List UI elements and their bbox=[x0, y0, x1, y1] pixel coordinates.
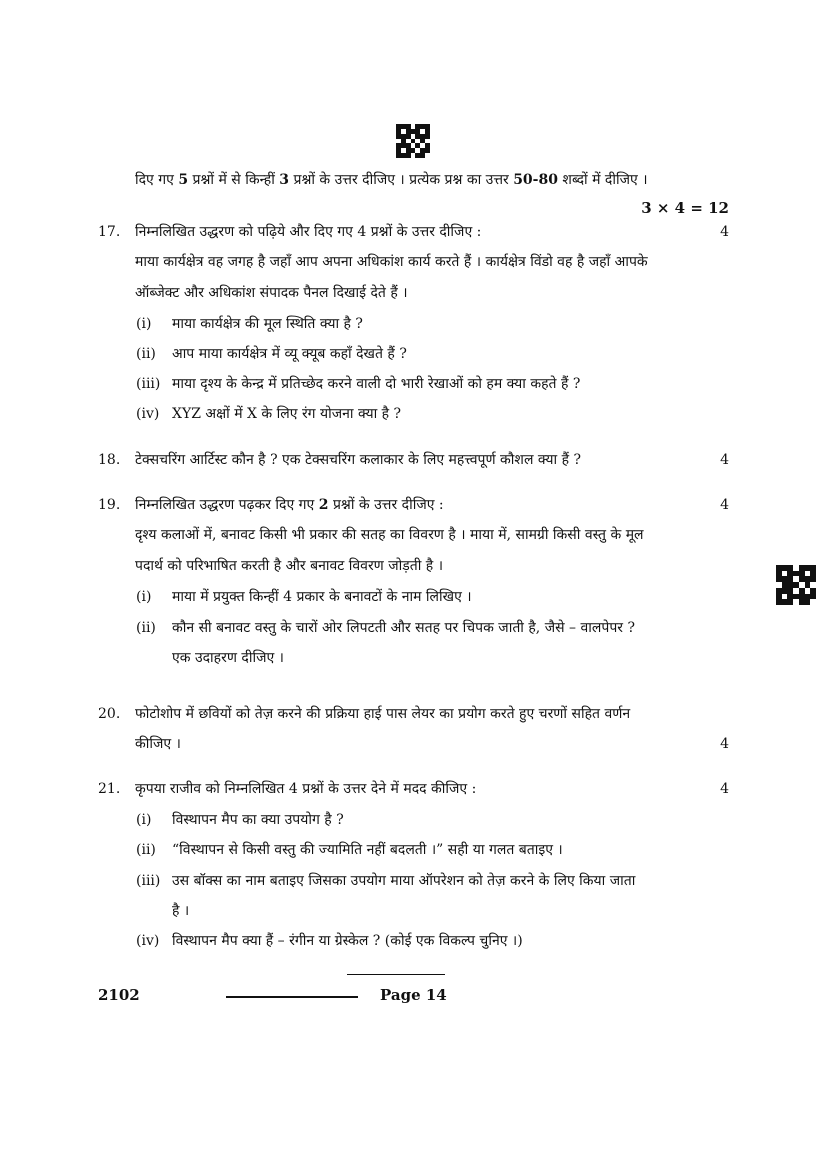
subquestion-text: आप माया कार्यक्षेत्र में व्यू क्यूब कहाँ देखते हैं ? bbox=[172, 346, 407, 362]
subquestion-text: माया दृश्य के केन्द्र में प्रतिच्छेद करने वाली दो भारी रेखाओं को हम क्या कहते हैं ? bbox=[172, 376, 581, 392]
question-marks: 4 bbox=[720, 736, 729, 752]
footer-divider bbox=[347, 974, 445, 975]
passage-line: माया कार्यक्षेत्र वह जगह है जहाँ आप अपना अधिकांश कार्य करते हैं । कार्यक्षेत्र विंडो वह है जहाँ आपके bbox=[135, 254, 648, 270]
question-marks: 4 bbox=[720, 224, 729, 240]
subquestion-text: माया कार्यक्षेत्र की मूल स्थिति क्या है ? bbox=[172, 316, 363, 332]
subquestion-text: विस्थापन मैप क्या हैं – रंगीन या ग्रेस्केल ? (कोई एक विकल्प चुनिए ।) bbox=[172, 933, 523, 949]
subquestion-text: कौन सी बनावट वस्तु के चारों ओर लिपटती और सतह पर चिपक जाती है, जैसे – वालपेपर ? bbox=[172, 620, 635, 636]
subquestion-text: विस्थापन मैप का क्या उपयोग है ? bbox=[172, 812, 344, 828]
question-count: 2 bbox=[318, 497, 329, 513]
subquestion-text: XYZ अक्षों में X के लिए रंग योजना क्या है ? bbox=[172, 406, 402, 422]
subquestion-text: उस बॉक्स का नाम बताइए जिसका उपयोग माया ऑपरेशन को तेज़ करने के लिए किया जाता bbox=[172, 873, 636, 889]
question-text bbox=[135, 495, 444, 515]
subquestion-number: (ii) bbox=[136, 346, 156, 362]
subquestion-number: (iv) bbox=[136, 406, 160, 422]
question-number: 20. bbox=[98, 706, 121, 722]
question-marks: 4 bbox=[720, 452, 729, 468]
subquestion-number: (i) bbox=[136, 589, 152, 605]
section-instruction bbox=[135, 170, 648, 190]
question-text: कृपया राजीव को निम्नलिखित 4 प्रश्नों के उत्तर देने में मदद कीजिए : bbox=[135, 781, 477, 797]
page-number: Page 14 bbox=[380, 986, 447, 1004]
subquestion-number: (ii) bbox=[136, 842, 156, 858]
question-text-part: प्रश्नों के उत्तर दीजिए : bbox=[328, 497, 444, 513]
instruction-count-attempt: 3 bbox=[279, 172, 290, 188]
subquestion-number: (iii) bbox=[136, 376, 161, 392]
question-marks: 4 bbox=[720, 781, 729, 797]
qr-code-side bbox=[776, 565, 816, 605]
subquestion-number: (i) bbox=[136, 812, 152, 828]
subquestion-number: (iv) bbox=[136, 933, 160, 949]
subquestion-text: “विस्थापन से किसी वस्तु की ज्यामिति नहीं बदलती ।” सही या गलत बताइए । bbox=[172, 842, 563, 858]
question-number: 18. bbox=[98, 452, 121, 468]
question-number: 21. bbox=[98, 781, 121, 797]
question-text-part: निम्नलिखित उद्धरण पढ़कर दिए गए bbox=[135, 497, 319, 513]
subquestion-number: (i) bbox=[136, 316, 152, 332]
passage-line: ऑब्जेक्ट और अधिकांश संपादक पैनल दिखाई देते हैं । bbox=[135, 285, 408, 301]
question-text: निम्नलिखित उद्धरण को पढ़िये और दिए गए 4 प्रश्नों के उत्तर दीजिए : bbox=[135, 224, 482, 240]
instruction-word-limit: 50-80 bbox=[513, 172, 558, 188]
subquestion-text: माया में प्रयुक्त किन्हीं 4 प्रकार के बनावटों के नाम लिखिए । bbox=[172, 589, 472, 605]
instruction-text: प्रश्नों में से किन्हीं bbox=[188, 172, 280, 188]
footer-divider bbox=[226, 996, 358, 998]
question-text-continued: कीजिए । bbox=[135, 736, 181, 752]
subquestion-number: (ii) bbox=[136, 620, 156, 636]
question-number: 19. bbox=[98, 497, 121, 513]
passage-line: पदार्थ को परिभाषित करती है और बनावट विवरण जोड़ती है । bbox=[135, 558, 443, 574]
section-total-marks: 3 × 4 = 12 bbox=[641, 199, 729, 217]
question-text: फोटोशोप में छवियों को तेज़ करने की प्रक्रिया हाई पास लेयर का प्रयोग करते हुए चरणों सहित वर्णन bbox=[135, 706, 631, 722]
instruction-count-total: 5 bbox=[178, 172, 189, 188]
subquestion-text-continued: है । bbox=[172, 903, 190, 919]
paper-code: 2102 bbox=[98, 986, 140, 1004]
qr-code-top bbox=[396, 124, 430, 158]
question-text: टेक्सचरिंग आर्टिस्ट कौन है ? एक टेक्सचरिंग कलाकार के लिए महत्त्वपूर्ण कौशल क्या हैं ? bbox=[135, 452, 581, 468]
question-number: 17. bbox=[98, 224, 121, 240]
subquestion-text-continued: एक उदाहरण दीजिए । bbox=[172, 650, 284, 666]
instruction-text: दिए गए bbox=[135, 172, 179, 188]
instruction-text: शब्दों में दीजिए । bbox=[557, 172, 648, 188]
passage-line: दृश्य कलाओं में, बनावट किसी भी प्रकार की सतह का विवरण है । माया में, सामग्री किसी वस्तु के मूल bbox=[135, 527, 644, 543]
instruction-text: प्रश्नों के उत्तर दीजिए । प्रत्येक प्रश्न का उत्तर bbox=[289, 172, 514, 188]
question-marks: 4 bbox=[720, 497, 729, 513]
subquestion-number: (iii) bbox=[136, 873, 161, 889]
